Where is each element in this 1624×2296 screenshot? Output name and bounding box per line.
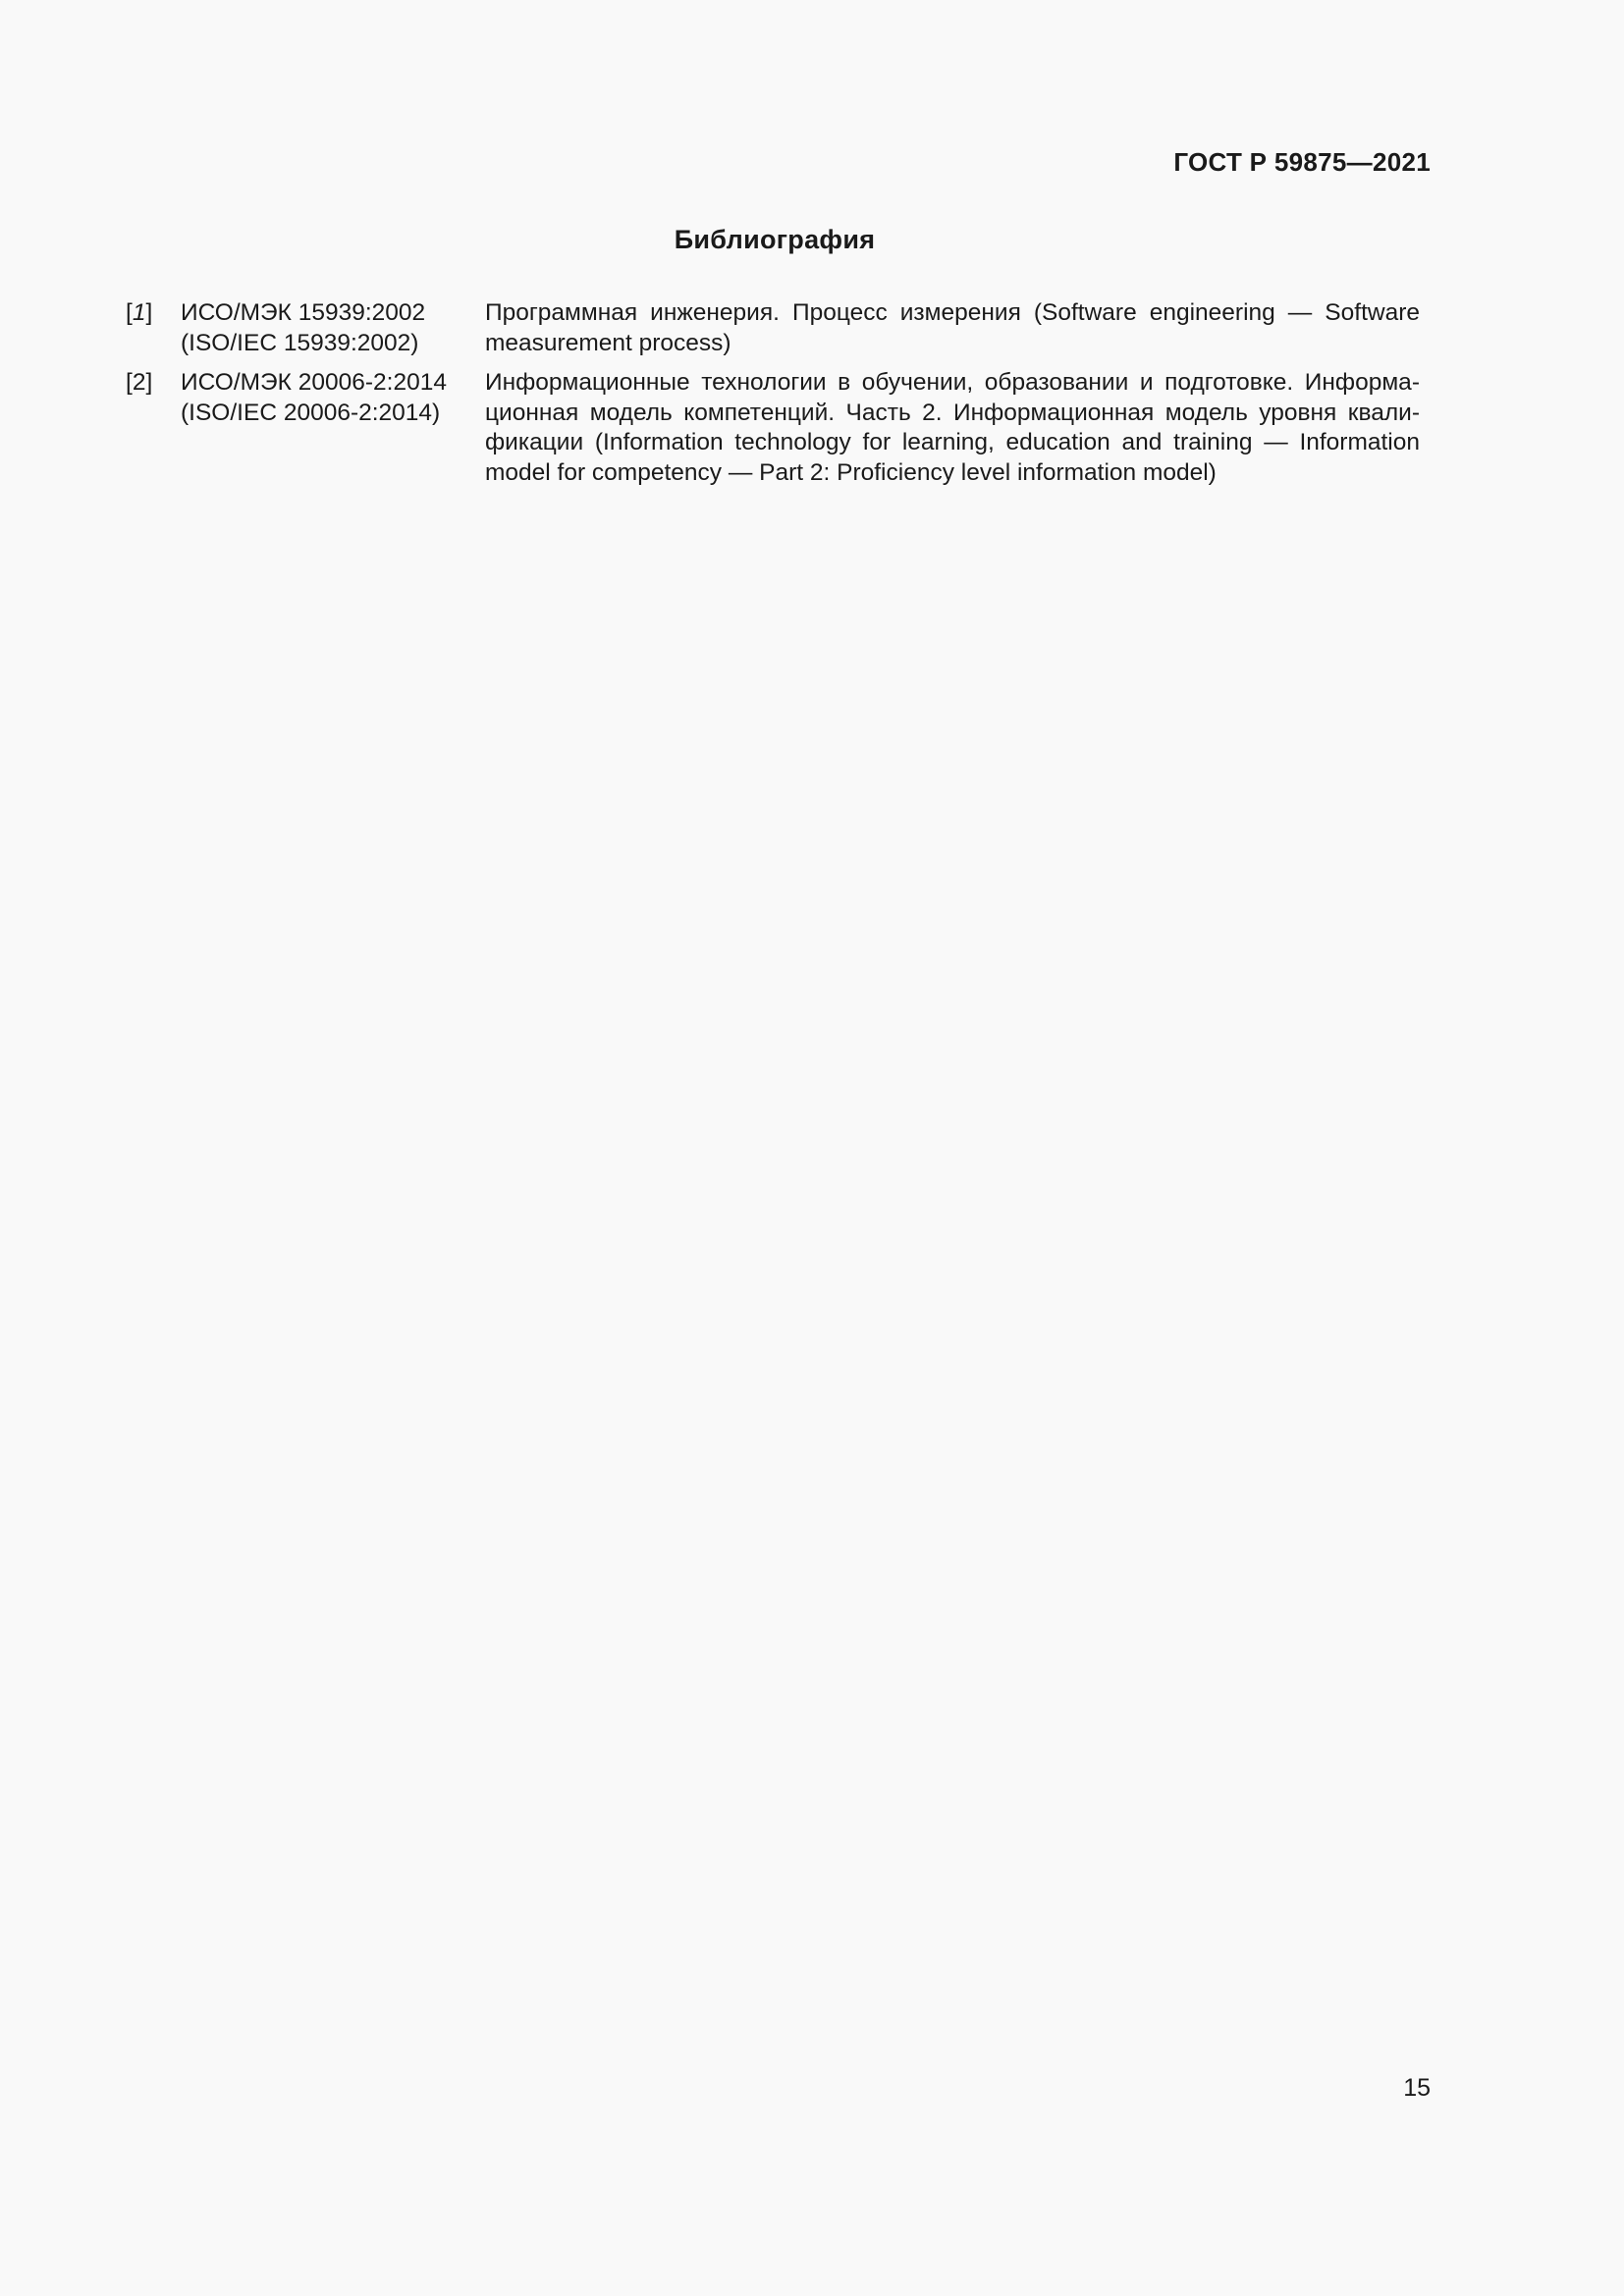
bibliography-reference [181, 368, 475, 428]
reference-national: ИСО/МЭК 20006-2:2014 [181, 369, 447, 396]
bibliography-title: Программная инженерия. Процесс измерения (Software engineering — Software measurement process) [485, 299, 1420, 356]
bracket-close: ] [145, 369, 153, 396]
entry-number: 1 [132, 299, 146, 326]
bracket-open: [ [126, 299, 133, 326]
bracket-close: ] [145, 299, 153, 326]
section-title: Библиография [674, 225, 876, 254]
bibliography-title: Информационные технологии в обучении, образовании и подготовке. Информационная модель компетенций. Часть 2. Информационная модель уровня квалификации (Information technology for learning, education and training — Information model for competency — Part 2: Proficiency level information model) [485, 369, 1420, 486]
bracket-open: [ [126, 369, 133, 396]
bibliography-number [126, 368, 175, 399]
page-number: 15 [1403, 2074, 1431, 2102]
bibliography-reference [181, 298, 475, 358]
standard-id: ГОСТ Р 59875—2021 [1173, 147, 1431, 177]
bibliography-list [126, 298, 1420, 498]
reference-national: ИСО/МЭК 15939:2002 [181, 299, 426, 326]
reference-international: (ISO/IEC 20006-2:2014) [181, 399, 441, 426]
bibliography-entry-2 [126, 368, 1420, 488]
reference-international: (ISO/IEC 15939:2002) [181, 329, 419, 356]
bibliography-entry-1 [126, 298, 1420, 358]
entry-number: 2 [132, 369, 146, 396]
bibliography-number [126, 298, 175, 329]
